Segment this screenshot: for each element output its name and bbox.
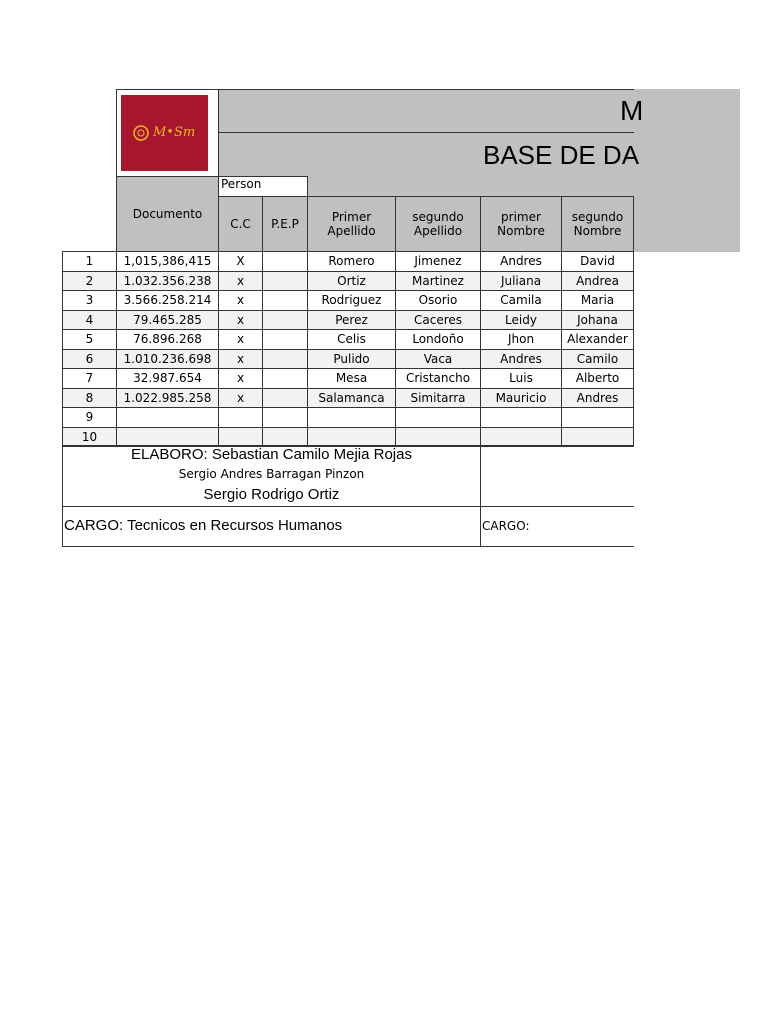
table-cell-pep (262, 251, 308, 272)
table-cell-n1 (480, 427, 562, 448)
table-cell-n: 6 (62, 349, 117, 370)
table-cell-cc: x (218, 329, 263, 350)
col-group-person (218, 176, 308, 197)
table-cell-ap2: Londoño (395, 329, 481, 350)
table-cell-n2: Andrea (561, 271, 634, 292)
table-cell-cc (218, 407, 263, 428)
col-header-primer-nombre: primer Nombre (480, 196, 562, 252)
table-cell-n: 2 (62, 271, 117, 292)
table-cell-n2: Alberto (561, 368, 634, 389)
table-cell-pep (262, 407, 308, 428)
col-header-primer-apellido: Primer Apellido (307, 196, 396, 252)
table-cell-doc: 3.566.258.214 (116, 290, 219, 311)
table-cell-n: 9 (62, 407, 117, 428)
col-group-label: Person (221, 177, 262, 191)
table-cell-n2: Alexander (561, 329, 634, 350)
table-cell-ap1 (307, 427, 396, 448)
table-cell-cc: x (218, 290, 263, 311)
table-cell-pep (262, 271, 308, 292)
table-cell-n1: Mauricio (480, 388, 562, 409)
table-cell-cc: x (218, 388, 263, 409)
table-cell-cc: x (218, 368, 263, 389)
table-cell-n: 8 (62, 388, 117, 409)
col-header-documento: Documento (116, 176, 219, 252)
table-cell-cc: x (218, 349, 263, 370)
table-cell-ap2: Cristancho (395, 368, 481, 389)
table-cell-pep (262, 368, 308, 389)
elaboro-line-3: Sergio Rodrigo Ortiz (203, 486, 340, 503)
table-cell-n: 10 (62, 427, 117, 448)
table-cell-ap1: Perez (307, 310, 396, 331)
elaboro-line-1: ELABORO: Sebastian Camilo Mejia Rojas (131, 446, 412, 463)
table-cell-doc: 79.465.285 (116, 310, 219, 331)
table-cell-n1: Camila (480, 290, 562, 311)
table-cell-doc: 1.010.236.698 (116, 349, 219, 370)
table-cell-n1: Andres (480, 349, 562, 370)
footer-right-box (480, 445, 634, 507)
table-cell-ap1: Salamanca (307, 388, 396, 409)
table-cell-n2 (561, 407, 634, 428)
table-cell-n: 4 (62, 310, 117, 331)
table-cell-ap2: Vaca (395, 349, 481, 370)
table-cell-n1: Andres (480, 251, 562, 272)
table-cell-ap1: Pulido (307, 349, 396, 370)
table-cell-ap1: Celis (307, 329, 396, 350)
title-line-1: M (620, 95, 644, 126)
table-cell-ap1: Rodriguez (307, 290, 396, 311)
table-cell-cc: x (218, 310, 263, 331)
cargo-left: CARGO: Tecnicos en Recursos Humanos (64, 517, 343, 534)
header-line-mid (218, 132, 634, 133)
table-cell-pep (262, 349, 308, 370)
logo-text: M•Sm (153, 125, 196, 140)
table-cell-n2: Andres (561, 388, 634, 409)
table-cell-n: 7 (62, 368, 117, 389)
table-cell-cc: x (218, 271, 263, 292)
table-cell-n2: Maria (561, 290, 634, 311)
table-cell-ap2: Martinez (395, 271, 481, 292)
table-cell-ap1: Mesa (307, 368, 396, 389)
table-cell-ap1: Romero (307, 251, 396, 272)
table-cell-n: 5 (62, 329, 117, 350)
table-cell-doc: 1,015,386,415 (116, 251, 219, 272)
table-cell-n1: Juliana (480, 271, 562, 292)
table-cell-cc (218, 427, 263, 448)
table-cell-ap1: Ortiz (307, 271, 396, 292)
table-cell-n1: Leidy (480, 310, 562, 331)
table-cell-n2 (561, 427, 634, 448)
table-cell-n2: Johana (561, 310, 634, 331)
table-cell-n1 (480, 407, 562, 428)
table-cell-n2: Camilo (561, 349, 634, 370)
table-cell-ap2: Simitarra (395, 388, 481, 409)
table-cell-ap2: Osorio (395, 290, 481, 311)
col-header-cc: C.C (218, 196, 263, 252)
table-cell-doc: 76.896.268 (116, 329, 219, 350)
table-cell-n2: David (561, 251, 634, 272)
table-cell-doc: 1.022.985.258 (116, 388, 219, 409)
table-cell-ap1 (307, 407, 396, 428)
table-cell-pep (262, 290, 308, 311)
table-cell-ap2 (395, 407, 481, 428)
title-line-2: BASE DE DA (483, 140, 640, 170)
table-cell-cc: X (218, 251, 263, 272)
table-cell-doc (116, 407, 219, 428)
elaboro-line-2: Sergio Andres Barragan Pinzon (178, 467, 365, 481)
table-cell-ap2: Caceres (395, 310, 481, 331)
logo (121, 95, 208, 171)
table-cell-doc: 32.987.654 (116, 368, 219, 389)
table-cell-pep (262, 388, 308, 409)
col-header-segundo-apellido: segundo Apellido (395, 196, 481, 252)
col-header-segundo-nombre: segundo Nombre (561, 196, 634, 252)
cargo-right: CARGO: (482, 519, 530, 533)
col-header-pep: P.E.P (262, 196, 308, 252)
table-cell-pep (262, 427, 308, 448)
table-cell-ap2 (395, 427, 481, 448)
table-cell-pep (262, 310, 308, 331)
table-cell-n: 3 (62, 290, 117, 311)
table-cell-pep (262, 329, 308, 350)
table-cell-n1: Luis (480, 368, 562, 389)
table-cell-n: 1 (62, 251, 117, 272)
table-cell-doc: 1.032.356.238 (116, 271, 219, 292)
table-cell-n1: Jhon (480, 329, 562, 350)
table-cell-ap2: Jimenez (395, 251, 481, 272)
table-cell-doc (116, 427, 219, 448)
header-line-top (218, 89, 634, 90)
